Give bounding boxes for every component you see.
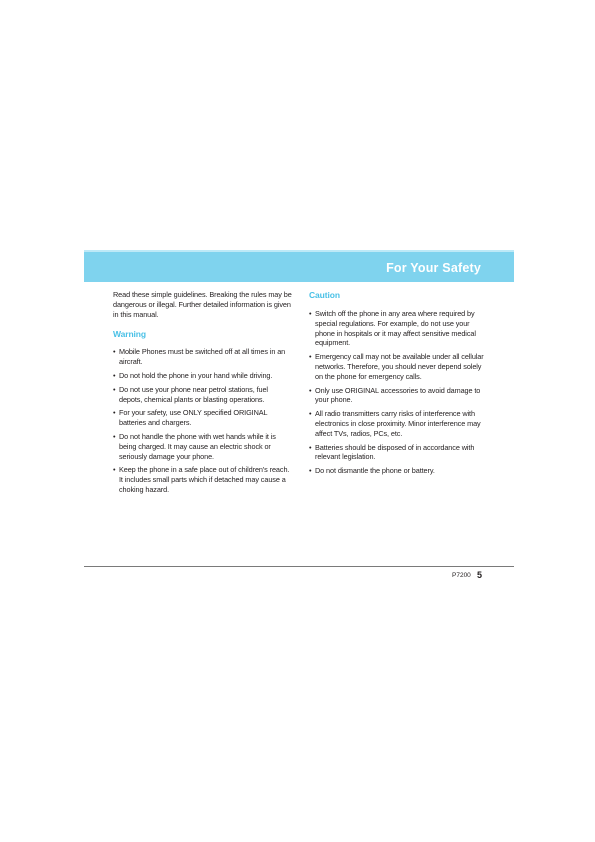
footer-divider (84, 566, 514, 567)
page-number: 5 (477, 570, 483, 580)
footer-model: P7200 (452, 572, 471, 579)
header-bar (84, 250, 514, 282)
list-item: • Do not handle the phone with wet hands while it is being charged. It may cause an electric shock or seriously damage your phone. (113, 432, 293, 461)
list-item: • Switch off the phone in any area where required by special regulations. For example, do not use your phone in hospitals or it may affect sensitive medical equipment. (309, 309, 487, 348)
list-item: • All radio transmitters carry risks of interference with electronics in close proximity. Minor interference may affect TVs, radios, PCs, etc. (309, 409, 487, 438)
list-item: • Do not dismantle the phone or battery. (309, 466, 487, 476)
intro-text: Read these simple guidelines. Breaking the rules may be dangerous or illegal. Further detailed information is given in this manual. (113, 290, 292, 319)
right-column (309, 290, 487, 480)
list-item: • Do not use your phone near petrol stations, fuel depots, chemical plants or blasting operations. (113, 385, 293, 405)
caution-list (309, 309, 487, 476)
warning-list (113, 347, 293, 494)
list-item: • Do not hold the phone in your hand while driving. (113, 371, 293, 381)
list-item: • Only use ORIGINAL accessories to avoid damage to your phone. (309, 386, 487, 406)
left-column (113, 290, 293, 499)
list-item: • For your safety, use ONLY specified ORIGINAL batteries and chargers. (113, 408, 293, 428)
caution-heading: Caution (309, 290, 340, 300)
page-title: For Your Safety (386, 261, 481, 275)
list-item: • Mobile Phones must be switched off at all times in an aircraft. (113, 347, 293, 367)
list-item: • Emergency call may not be available under all cellular networks. Therefore, you should never depend solely on the phone for emergency calls. (309, 352, 487, 381)
list-item: • Batteries should be disposed of in accordance with relevant legislation. (309, 443, 487, 463)
list-item: • Keep the phone in a safe place out of children's reach. It includes small parts which if detached may cause a choking hazard. (113, 465, 293, 494)
warning-heading: Warning (113, 329, 146, 340)
